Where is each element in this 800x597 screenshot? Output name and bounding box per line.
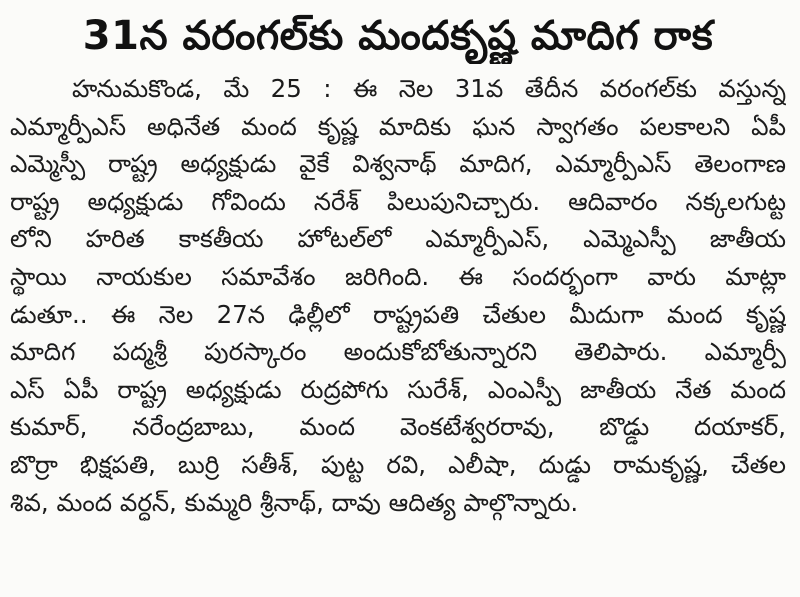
article-line: హనుమకొండ, మే 25 : ఈ నెల 31వ తేదీన వరంగల్‌కు వస్తున్న: [72, 74, 786, 103]
article-line: కుమార్, నరేంద్రబాబు, మంద వెంకటేశ్వరరావు, బొడ్డు దయాకర్,: [10, 412, 786, 442]
article-line: బొర్రా భిక్షపతి, బుర్రి సతీశ్, పుట్ట రవి, ఎలీషా, దుడ్డు రామకృష్ణ, చేతల: [10, 449, 786, 479]
article-line: రాష్ట్ర అధ్యక్షుడు గోవిందు నరేశ్ పిలుపునిచ్చారు. ఆదివారం నక్కలగుట్ట: [10, 186, 786, 216]
article-line: లోని హరిత కాకతీయ హోటల్‌లో ఎమ్మార్పీఎస్, ఎమ్మెఎస్పీ జాతీయ: [10, 224, 786, 254]
article-line: ఎస్ ఏపీ రాష్ట్ర అధ్యక్షుడు రుద్రపోగు సురేశ్, ఎంఎస్పీ జాతీయ నేత మంద: [10, 374, 786, 404]
article-body: [10, 70, 786, 521]
article-line: ఎమ్మెస్పీ రాష్ట్ర అధ్యక్షుడు వైకే విశ్వనాథ్ మాదిగ, ఎమ్మార్పీఎస్ తెలంగాణ: [10, 149, 786, 179]
article-line: మాదిగ పద్మశ్రీ పురస్కారం అందుకోబోతున్నారని తెలిపారు. ఎమ్మార్పీ: [10, 337, 786, 367]
article-line: ఎమ్మార్పీఎస్ అధినేత మంద కృష్ణ మాదికు ఘన స్వాగతం పలకాలని ఏపీ: [10, 111, 786, 141]
article-line: డుతూ.. ఈ నెల 27న ఢిల్లీలో రాష్ట్రపతి చేతుల మీదుగా మంద కృష్ణ: [10, 299, 786, 329]
headline: 31న వరంగల్‌కు మందకృష్ణ మాదిగ రాక: [82, 13, 714, 59]
article-line: స్థాయి నాయకుల సమావేశం జరిగింది. ఈ సందర్భంగా వారు మాట్లా: [10, 261, 786, 291]
article-line: శివ, మంద వర్ధన్, కుమ్మరి శ్రీనాథ్, దావు ఆదిత్య పాల్గొన్నారు.: [10, 487, 579, 517]
